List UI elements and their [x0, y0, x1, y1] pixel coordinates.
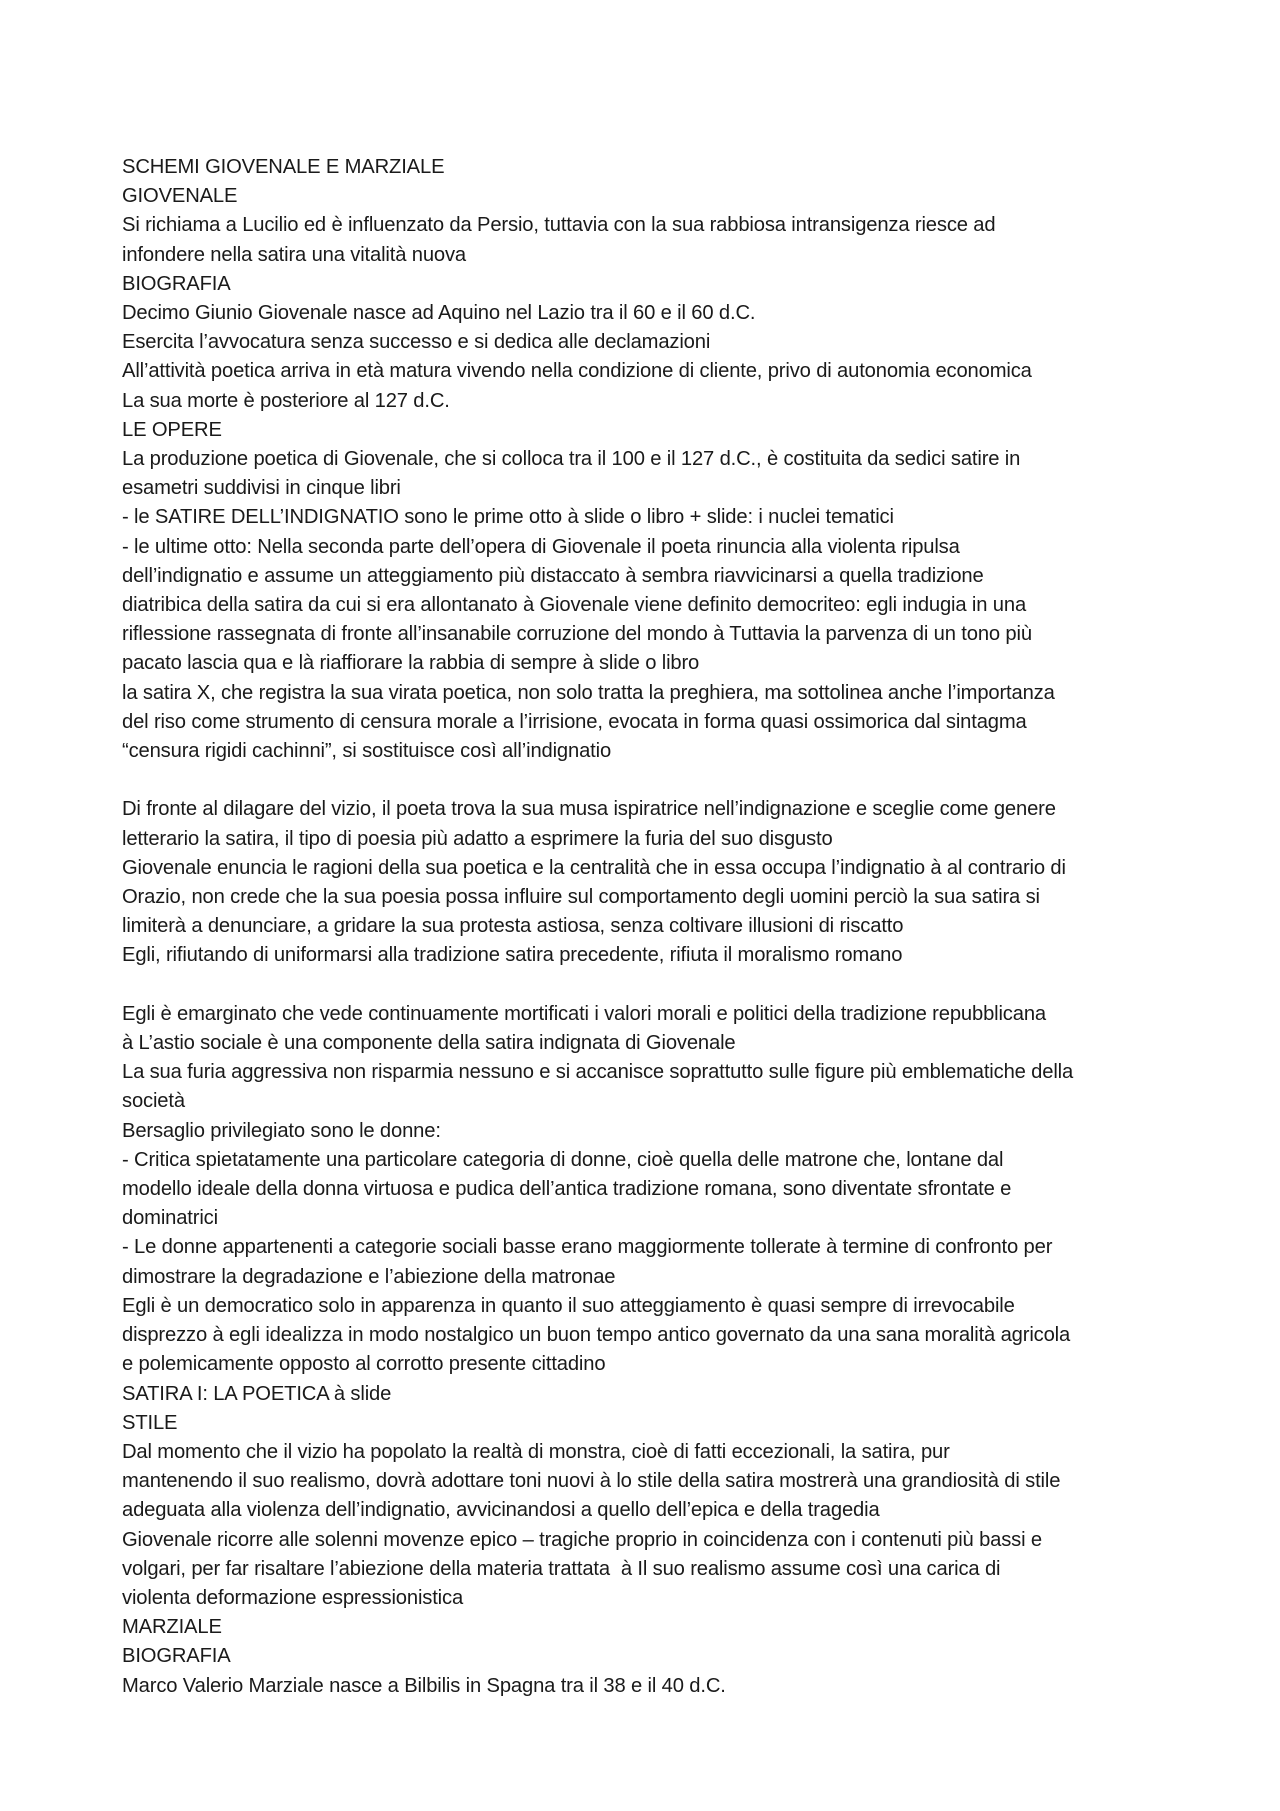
text-line: STILE — [122, 1411, 178, 1434]
text-line: MARZIALE — [122, 1616, 222, 1639]
text-line: Egli è un democratico solo in apparenza in quanto il suo atteggiamento è quasi sempre di irrevocabile — [122, 1294, 1015, 1317]
text-line: dominatrici — [122, 1207, 218, 1230]
text-line: società — [122, 1090, 185, 1113]
text-line: Giovenale enuncia le ragioni della sua poetica e la centralità che in essa occupa l’indignatio à al contrario di — [122, 856, 1066, 879]
text-line: Marco Valerio Marziale nasce a Bilbilis in Spagna tra il 38 e il 40 d.C. — [122, 1674, 726, 1697]
text-line: riflessione rassegnata di fronte all’insanabile corruzione del mondo à Tuttavia la parvenza di un tono più — [122, 623, 1032, 646]
text-line: SATIRA I: LA POETICA à slide — [122, 1382, 392, 1405]
text-line: dell’indignatio e assume un atteggiamento più distaccato à sembra riavvicinarsi a quella tradizione — [122, 564, 984, 587]
text-line: - le SATIRE DELL’INDIGNATIO sono le prime otto à slide o libro + slide: i nuclei tematici — [122, 506, 894, 529]
text-line: - Le donne appartenenti a categorie sociali basse erano maggiormente tollerate à termine di confronto per — [122, 1236, 1053, 1259]
text-line: GIOVENALE — [122, 185, 238, 208]
text-line: adeguata alla violenza dell’indignatio, avvicinandosi a quello dell’epica e della tragedia — [122, 1499, 880, 1522]
text-line: BIOGRAFIA — [122, 272, 231, 295]
text-line: - Critica spietatamente una particolare categoria di donne, cioè quella delle matrone che, lontane dal — [122, 1148, 1004, 1171]
text-line: violenta deformazione espressionistica — [122, 1586, 464, 1609]
text-line: e polemicamente opposto al corrotto presente cittadino — [122, 1353, 606, 1376]
text-line: modello ideale della donna virtuosa e pudica dell’antica tradizione romana, sono diventate sfrontate e — [122, 1178, 1012, 1201]
text-line: All’attività poetica arriva in età matura vivendo nella condizione di cliente, privo di autonomia economica — [122, 360, 1032, 383]
text-line: esametri suddivisi in cinque libri — [122, 477, 401, 500]
text-line: diatribica della satira da cui si era allontanato à Giovenale viene definito democriteo: egli indugia in una — [122, 594, 1027, 617]
text-line: disprezzo à egli idealizza in modo nostalgico un buon tempo antico governato da una sana moralità agricola — [122, 1324, 1071, 1347]
text-line: infondere nella satira una vitalità nuova — [122, 243, 466, 266]
text-line: Egli, rifiutando di uniformarsi alla tradizione satira precedente, rifiuta il moralismo romano — [122, 944, 903, 967]
text-line: Si richiama a Lucilio ed è influenzato da Persio, tuttavia con la sua rabbiosa intransigenza riesce ad — [122, 214, 996, 237]
text-line: BIOGRAFIA — [122, 1645, 231, 1668]
blank-line — [122, 971, 1174, 1000]
text-line: mantenendo il suo realismo, dovrà adottare toni nuovi à lo stile della satira mostrerà una grandiosità di stile — [122, 1470, 1061, 1493]
text-line: Bersaglio privilegiato sono le donne: — [122, 1119, 441, 1142]
text-line: Orazio, non crede che la sua poesia possa influire sul comportamento degli uomini perciò la sua satira si — [122, 886, 1040, 909]
text-line: volgari, per far risaltare l’abiezione della materia trattata à Il suo realismo assume così una carica di — [122, 1557, 1001, 1580]
text-line: pacato lascia qua e là riaffiorare la rabbia di sempre à slide o libro — [122, 652, 700, 675]
text-line: Esercita l’avvocatura senza successo e si dedica alle declamazioni — [122, 331, 711, 354]
text-line: La sua morte è posteriore al 127 d.C. — [122, 389, 450, 412]
text-line: limiterà a denunciare, a gridare la sua protesta astiosa, senza coltivare illusioni di riscatto — [122, 915, 904, 938]
text-line: letterario la satira, il tipo di poesia più adatto a esprimere la furia del suo disgusto — [122, 827, 833, 850]
text-line: la satira X, che registra la sua virata poetica, non solo tratta la preghiera, ma sottolinea anche l’importanza — [122, 681, 1055, 704]
text-line: Di fronte al dilagare del vizio, il poeta trova la sua musa ispiratrice nell’indignazione e sceglie come genere — [122, 798, 1056, 821]
text-line: SCHEMI GIOVENALE E MARZIALE — [122, 156, 445, 178]
text-line: Giovenale ricorre alle solenni movenze epico – tragiche proprio in coincidenza con i contenuti più bassi e — [122, 1528, 1042, 1551]
text-line: - le ultime otto: Nella seconda parte dell’opera di Giovenale il poeta rinuncia alla violenta ripulsa — [122, 535, 960, 558]
document-body — [122, 153, 1174, 1701]
blank-line — [122, 766, 1174, 795]
text-line: Decimo Giunio Giovenale nasce ad Aquino nel Lazio tra il 60 e il 60 d.C. — [122, 302, 756, 325]
text-line: LE OPERE — [122, 418, 222, 441]
text-line: del riso come strumento di censura morale a l’irrisione, evocata in forma quasi ossimorica dal sintagma — [122, 710, 1027, 733]
text-line: Dal momento che il vizio ha popolato la realtà di monstra, cioè di fatti eccezionali, la satira, pur — [122, 1440, 950, 1463]
text-line: Egli è emarginato che vede continuamente mortificati i valori morali e politici della tradizione repubblicana — [122, 1002, 1046, 1025]
text-line: “censura rigidi cachinni”, si sostituisce così all’indignatio — [122, 740, 612, 763]
text-line: dimostrare la degradazione e l’abiezione della matronae — [122, 1265, 616, 1288]
text-line: La produzione poetica di Giovenale, che si colloca tra il 100 e il 127 d.C., è costituita da sedici satire in — [122, 448, 1021, 471]
text-line: à L’astio sociale è una componente della satira indignata di Giovenale — [122, 1032, 736, 1055]
text-line: La sua furia aggressiva non risparmia nessuno e si accanisce soprattutto sulle figure più emblematiche della — [122, 1061, 1074, 1084]
